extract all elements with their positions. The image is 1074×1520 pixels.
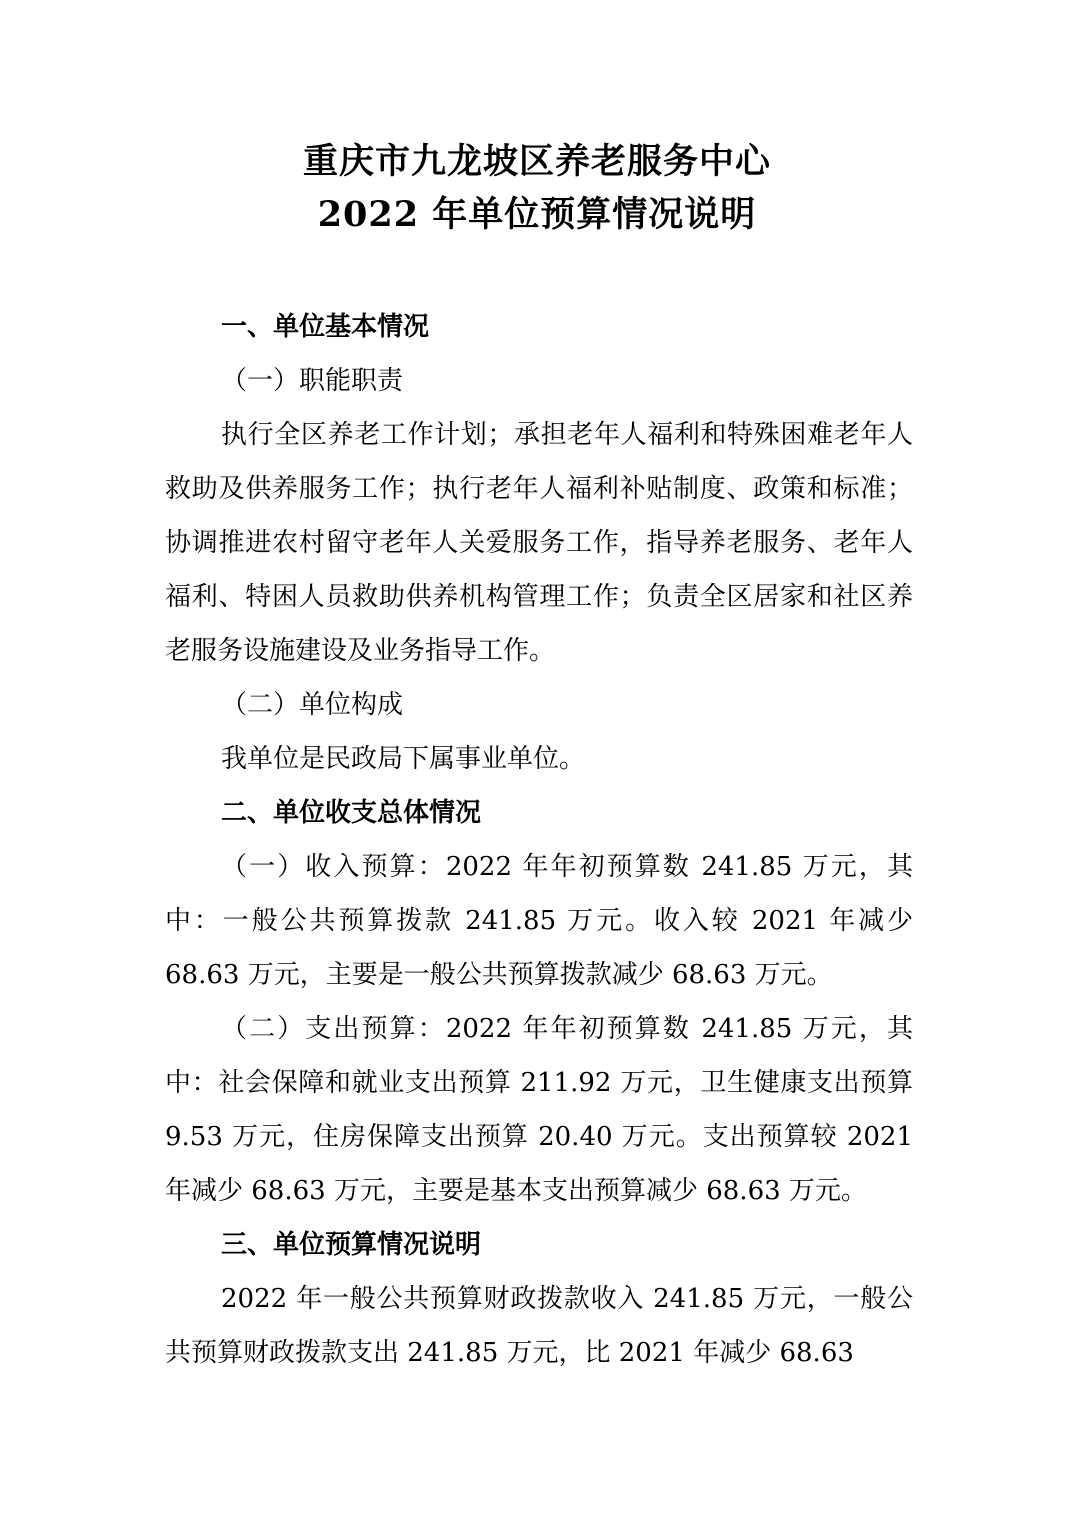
section-heading-2: 二、单位收支总体情况: [221, 798, 482, 828]
paragraph-expense-budget: （二）支出预算：2022 年年初预算数 241.85 万元，其中：社会保障和就业支出预算 211.92 万元，卫生健康支出预算 9.53 万元，住房保障支出预算 20.40 万元。支出预算较 2021 年减少 68.63 万元，主要是基本支出预算减少 68.63 万元。: [165, 1014, 913, 1206]
document-title-line2: 2022 年单位预算情况说明: [317, 194, 757, 235]
paragraph-income-budget: （一）收入预算：2022 年年初预算数 241.85 万元，其中：一般公共预算拨款 241.85 万元。收入较 2021 年减少 68.63 万元，主要是一般公共预算拨款减少 68.63 万元。: [165, 852, 913, 990]
paragraph-budget-explanation: 2022 年一般公共预算财政拨款收入 241.85 万元，一般公共预算财政拨款支出 241.85 万元，比 2021 年减少 68.63: [165, 1284, 913, 1368]
section-heading-1: 一、单位基本情况: [221, 312, 430, 342]
document-body: [165, 300, 913, 1380]
document-title-line1: 重庆市九龙坡区养老服务中心: [302, 141, 771, 182]
section-heading-3: 三、单位预算情况说明: [221, 1230, 482, 1260]
subsection-heading-1-1: （一）职能职责: [221, 366, 404, 396]
paragraph-duties: 执行全区养老工作计划；承担老年人福利和特殊困难老年人救助及供养服务工作；执行老年人福利补贴制度、政策和标准；协调推进农村留守老年人关爱服务工作，指导养老服务、老年人福利、特困人员救助供养机构管理工作；负责全区居家和社区养老服务设施建设及业务指导工作。: [165, 420, 913, 666]
paragraph-composition: 我单位是民政局下属事业单位。: [221, 744, 586, 774]
subsection-heading-1-2: （二）单位构成: [221, 690, 404, 720]
